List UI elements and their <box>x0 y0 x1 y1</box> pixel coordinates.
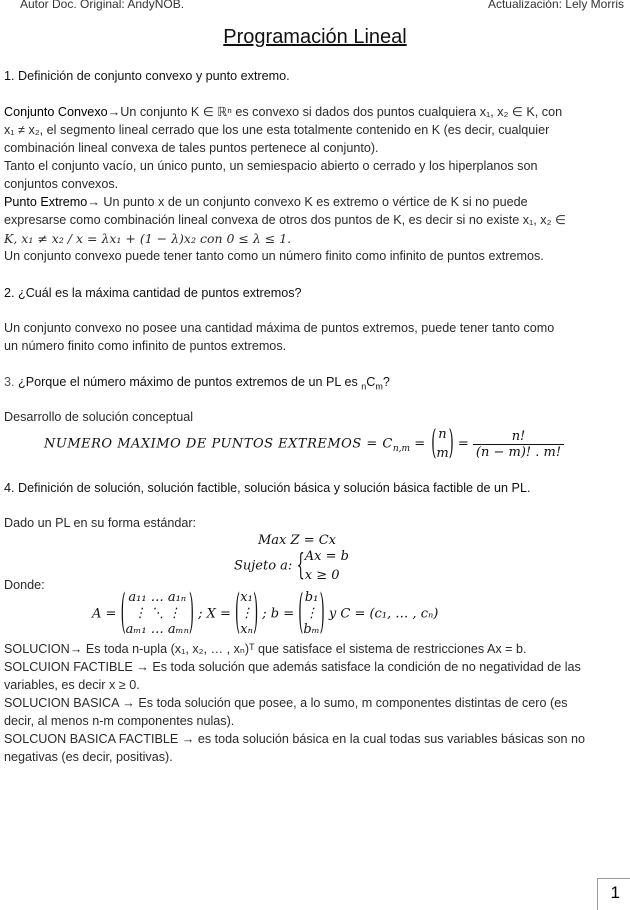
frac-den: (n − m)! . m! <box>475 444 562 460</box>
factible-text: Es toda solución que además satisface la condición de no negatividad de las <box>148 660 581 674</box>
vector-b-label: ; b = <box>262 606 295 622</box>
basica-line2: decir, al menos n-m componentes nulas). <box>4 714 235 728</box>
matrix-a-row1: a₁₁ … a₁ₙ <box>128 590 187 605</box>
page-number-box <box>597 878 630 910</box>
basica-factible-term: SOLCUON BASICA FACTIBLE <box>4 732 182 746</box>
tanto-line1: Tanto el conjunto vacío, un único punto, un semiespacio abierto o cerrado y los hiperplanos son <box>4 159 538 173</box>
section3-sub-n: n <box>361 381 367 392</box>
arrow-icon: → <box>107 105 121 119</box>
tanto-line2: conjuntos convexos. <box>4 177 119 191</box>
factible-line2: variables, es decir x ≥ 0. <box>4 678 140 692</box>
matrix-a-row2: ⋮ ⋱ ⋮ <box>133 606 181 621</box>
objective-function: Max Z = Cx <box>258 533 336 548</box>
solucion-line <box>4 641 626 659</box>
basica-term: SOLUCION BASICA <box>4 696 123 710</box>
factible-term: SOLCUION FACTIBLE <box>4 660 137 674</box>
binom-bottom: m <box>436 446 449 461</box>
solucion-text: Es toda n-upla (x₁, x₂, … , xₙ)ᵀ que satisface el sistema de restricciones Ax = b. <box>82 642 527 656</box>
vector-b-row2: ⋮ <box>305 606 319 621</box>
section4-intro: Dado un PL en su forma estándar: <box>4 516 197 530</box>
basica-factible-line1 <box>4 731 626 749</box>
extremo-text1: Un punto x de un conjunto convexo K es extremo o vértice de K si no puede <box>99 195 528 209</box>
matrix-definitions: A = ( a₁₁ … a₁ₙ ⋮ ⋱ ⋮ aₘ₁ … aₘₙ ) ; X = ( x₁ ⋮ xₙ ) ; b = ( b₁ ⋮ bₘ ) y C = (c₁, … , cₙ) <box>92 587 439 641</box>
extremo-line2: expresarse como combinación lineal convexa de otros dos puntos de K, es decir si no existe x₁, x₂ ∈ <box>4 213 566 227</box>
vector-b-row1: b₁ <box>304 590 319 605</box>
formula-lhs: NUMERO MAXIMO DE PUNTOS EXTREMOS = C <box>44 436 393 452</box>
section2-heading: 2. ¿Cuál es la máxima cantidad de puntos extremos? <box>4 286 302 300</box>
binom-top: n <box>438 427 447 442</box>
arrow-icon: → <box>69 642 83 656</box>
extremo-term: Punto Extremo <box>4 195 88 209</box>
section3-c: C <box>366 375 376 389</box>
section1-heading: 1. Definición de conjunto convexo y punto extremo. <box>4 69 290 83</box>
vector-x-row3: xₙ <box>240 622 253 637</box>
section3-heading-end: ? <box>382 375 390 389</box>
basica-factible-line2: negativas (es decir, positivas). <box>4 750 173 764</box>
vector-b-row3: bₘ <box>303 622 320 637</box>
matrix-a-row3: aₘ₁ … aₘₙ <box>125 622 189 637</box>
section2-line1: Un conjunto convexo no posee una cantidad máxima de puntos extremos, puede tener tanto como <box>4 321 555 335</box>
convexo-line2: x₁ ≠ x₂, el segmento lineal cerrado que los une esta totalmente contenido en K (es decir, cualquier <box>4 123 550 137</box>
arrow-icon: → <box>181 732 195 746</box>
section3-heading-text: ¿Porque el número máximo de puntos extremos de un PL es <box>14 375 362 389</box>
formula-sub: n,m <box>392 444 411 455</box>
convexo-term: Conjunto Convexo <box>4 105 108 119</box>
header-update: Actualización: Lely Morris <box>487 0 624 11</box>
factorial-fraction <box>473 429 564 460</box>
frac-num: n! <box>473 429 564 445</box>
section3-sub-m: m <box>375 381 383 392</box>
vector-c-def: y C = (c₁, … , cₙ) <box>328 606 439 622</box>
basica-line1 <box>4 695 626 713</box>
solucion-term: SOLUCION <box>4 642 70 656</box>
extremo-line4: Un conjunto convexo puede tener tanto como un número finito como infinito de puntos extremos. <box>4 249 544 263</box>
constraint-ax-b: Ax = b <box>304 549 349 564</box>
vector-x-row1: x₁ <box>240 590 253 605</box>
arrow-icon: → <box>87 195 100 209</box>
binomial <box>436 425 448 463</box>
convexo-text1: Un conjunto K ∈ ℝⁿ es convexo si dados dos puntos cualquiera x₁, x₂ ∈ K, con <box>120 105 563 119</box>
constraints: Sujeto a: { Ax = b x ≥ 0 <box>234 548 349 584</box>
section2-line2: un número finito como infinito de puntos extremos. <box>4 339 287 353</box>
section3-heading <box>4 374 626 396</box>
basica-text: Es toda solución que posee, a lo sumo, m componentes distintas de cero (es <box>134 696 568 710</box>
extremo-line3: K, x₁ ≠ x₂ / x = λx₁ + (1 − λ)x₂ con 0 ≤ λ ≤ 1. <box>4 231 292 246</box>
section4-heading: 4. Definición de solución, solución factible, solución básica y solución básica factible de un PL. <box>4 481 531 495</box>
vector-x-row2: ⋮ <box>240 606 254 621</box>
matrix-a-label: A = <box>92 606 117 622</box>
sujeto-label: Sujeto a: <box>234 558 293 574</box>
desarrollo-label: Desarrollo de solución conceptual <box>4 410 194 424</box>
page-number: 1 <box>610 883 620 902</box>
constraint-nonneg: x ≥ 0 <box>304 568 340 583</box>
donde-label: Donde: <box>4 578 45 592</box>
convexo-line3: combinación lineal convexa de tales puntos pertenece al conjunto). <box>4 141 379 155</box>
vector-x-label: ; X = <box>198 606 231 622</box>
page-title: Programación Lineal <box>223 26 407 48</box>
arrow-icon: → <box>122 696 135 710</box>
factible-line1 <box>4 659 626 677</box>
arrow-icon: → <box>136 660 149 674</box>
extremo-line1 <box>4 194 626 212</box>
max-points-formula: NUMERO MAXIMO DE PUNTOS EXTREMOS = $C_{n,m}$ = ( n m ) = $\frac{n!}{(n - m)! . m!}$ <box>44 425 564 463</box>
convexo-line1 <box>4 104 626 122</box>
basica-factible-text: es toda solución básica en la cual todas sus variables básicas son no <box>194 732 585 746</box>
header-author: Autor Doc. Original: AndyNOB. <box>20 0 185 11</box>
section3-number: 3. <box>4 375 15 389</box>
